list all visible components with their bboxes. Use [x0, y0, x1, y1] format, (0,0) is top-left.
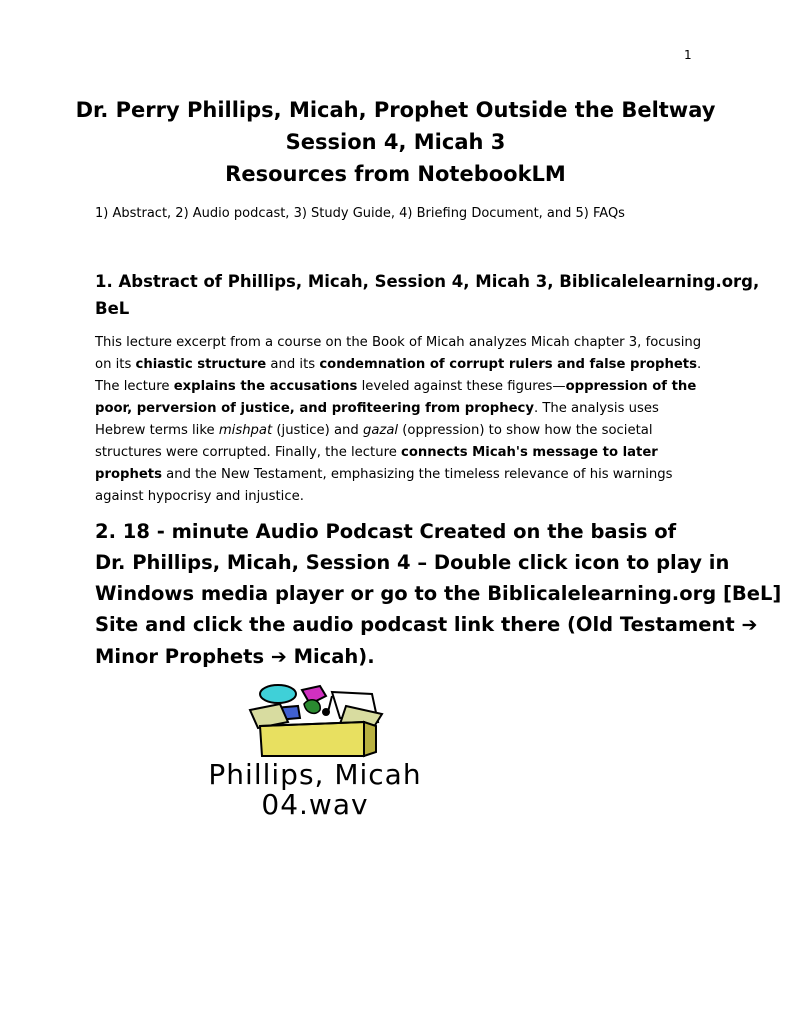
page-number: 1 [684, 48, 692, 62]
podcast-heading [95, 516, 782, 673]
abstract-text: This lecture excerpt from a course on the Book of Micah analyzes Micah chapter 3, focusing on its [95, 335, 702, 372]
podcast-line-5-text-b: Micah). [293, 645, 375, 668]
abstract-emphasis: connects Micah's message to later prophets [95, 445, 658, 482]
podcast-heading-line-4 [95, 609, 758, 641]
podcast-heading-line-5 [95, 641, 705, 673]
abstract-emphasis: explains the accusations [173, 379, 358, 394]
abstract-text: (justice) and [272, 423, 363, 438]
abstract-text: . The analysis uses Hebrew terms like [95, 401, 659, 438]
hebrew-term: mishpat [218, 423, 273, 438]
abstract-heading-line-1: 1. Abstract of Phillips, Micah, Session 4, Micah 3, Biblicalelearning.org, [95, 272, 760, 291]
podcast-heading-line-2: Dr. Phillips, Micah, Session 4 – Double click icon to play in [95, 551, 730, 574]
arrow-right-icon: ➔ [741, 614, 758, 636]
abstract-text: . The lecture [95, 357, 702, 394]
abstract-text: leveled against these figures— [357, 379, 566, 394]
podcast-line-5-text-a: Minor Prophets [95, 645, 265, 668]
abstract-emphasis: chiastic structure [135, 357, 267, 372]
abstract-heading [95, 268, 760, 322]
resources-list: 1) Abstract, 2) Audio podcast, 3) Study Guide, 4) Briefing Document, and 5) FAQs [95, 206, 625, 221]
abstract-paragraph [95, 332, 705, 508]
podcast-heading-line-1: 2. 18 - minute Audio Podcast Created on the basis of [95, 520, 677, 543]
abstract-text: (oppression) to show how the societal structures were corrupted. Finally, the lecture [95, 423, 653, 460]
title-line-3: Resources from NotebookLM [225, 162, 566, 186]
title-line-1: Dr. Perry Phillips, Micah, Prophet Outside the Beltway [75, 98, 716, 122]
hebrew-term: gazal [362, 423, 399, 438]
title-line-2: Session 4, Micah 3 [285, 130, 506, 154]
audio-file-name-line-1: Phillips, Micah [208, 758, 422, 791]
abstract-text: and the New Testament, emphasizing the timeless relevance of his warnings against hypocrisy and injustice. [95, 467, 673, 504]
audio-file-caption[interactable] [150, 760, 480, 820]
arrow-right-icon: ➔ [270, 646, 287, 668]
abstract-emphasis: oppression of the poor, perversion of justice, and profiteering from prophecy [95, 379, 697, 416]
package-audio-icon[interactable] [240, 682, 390, 758]
document-title [0, 94, 791, 190]
podcast-heading-line-3: Windows media player or go to the Biblicalelearning.org [BeL] [95, 582, 782, 605]
abstract-text: and its [266, 357, 320, 372]
abstract-heading-line-2: BeL [95, 299, 130, 318]
abstract-emphasis: condemnation of corrupt rulers and false prophets [319, 357, 697, 372]
audio-file-name-line-2: 04.wav [261, 788, 369, 821]
podcast-line-4-text: Site and click the audio podcast link there (Old Testament [95, 613, 735, 636]
